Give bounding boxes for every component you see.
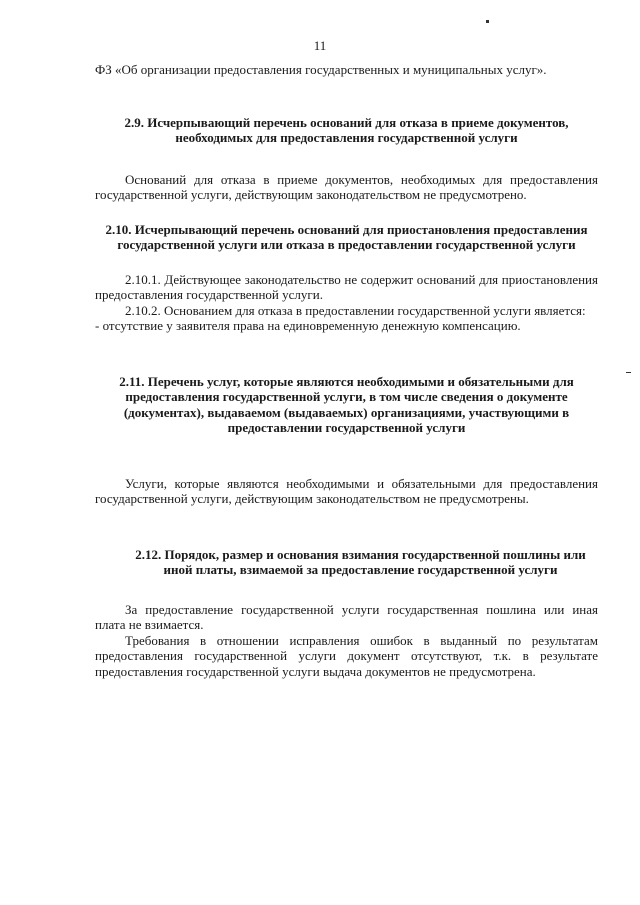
paragraph: ФЗ «Об организации предоставления государственных и муниципальных услуг». [95, 62, 547, 77]
section-heading-2-10: 2.10. Исчерпывающий перечень оснований для приостановления предоставления государственной услуги или отказа в предоставлении государственной услуги [105, 221, 588, 252]
scan-mark [486, 20, 489, 23]
paragraph: За предоставление государственной услуги государственная пошлина или иная плата не взимается. [95, 601, 598, 632]
paragraph: 2.10.1. Действующее законодательство не содержит оснований для приостановления предоставления государственной услуги. [95, 271, 598, 302]
section-heading-2-12: 2.12. Порядок, размер и основания взимания государственной пошлины или иной платы, взимаемой за предоставление государственной услуги [135, 546, 586, 577]
scan-mark [626, 372, 631, 373]
page-number: 11 [313, 38, 327, 53]
list-item: - отсутствие у заявителя права на единовременную денежную компенсацию. [95, 318, 521, 333]
section-heading-2-9: 2.9. Исчерпывающий перечень оснований для отказа в приеме документов, необходимых для предоставления государственной услуги [124, 114, 569, 145]
section-heading-2-11: 2.11. Перечень услуг, которые являются необходимыми и обязательными для предоставления государственной услуги, в том числе сведения о документе (документах), выдаваемом (выдаваемых) организациями, участвующими в предоставлении государственной услуги [119, 373, 574, 435]
paragraph: Оснований для отказа в приеме документов, необходимых для предоставления государственной услуги, действующим законодательством не предусмотрено. [95, 171, 598, 202]
paragraph: 2.10.2. Основанием для отказа в предоставлении государственной услуги является: [125, 302, 586, 318]
document-body [95, 62, 598, 679]
paragraph: Услуги, которые являются необходимыми и обязательными для предоставления государственной услуги, действующим законодательством не предусмотрены. [95, 475, 598, 506]
paragraph: Требования в отношении исправления ошибок в выданный по результатам предоставления государственной услуги документ отсутствуют, т.к. в результате предоставления государственной услуги выдача документов не предусмотрена. [95, 632, 598, 679]
